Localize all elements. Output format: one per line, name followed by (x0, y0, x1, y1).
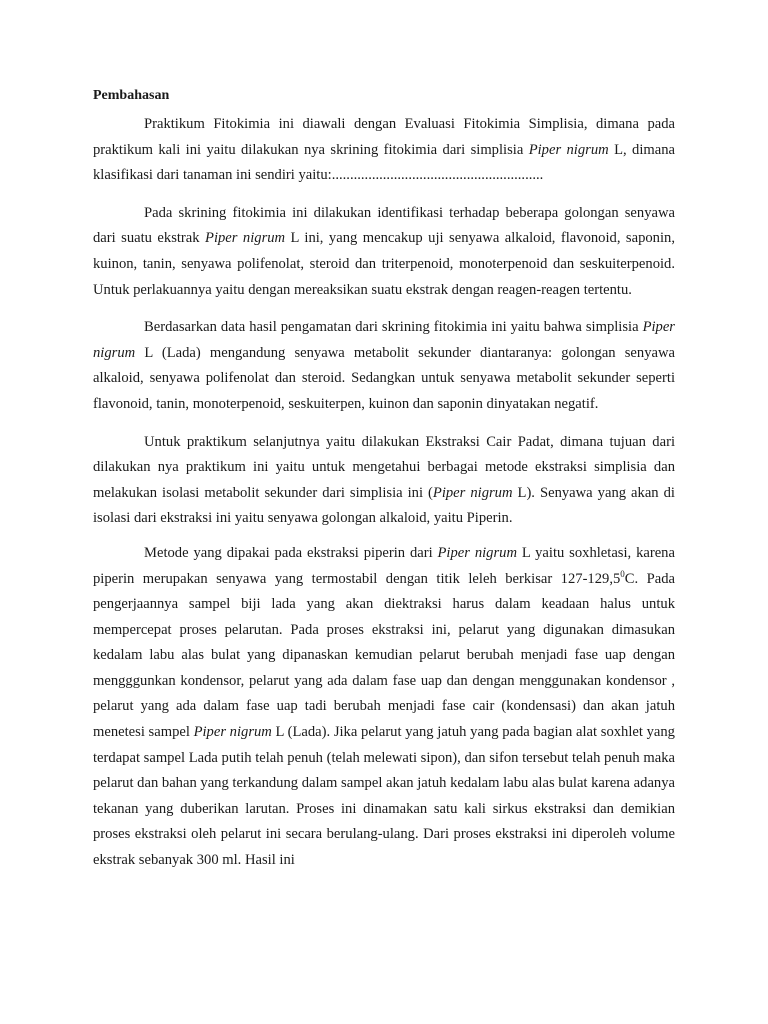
section-heading: Pembahasan (93, 88, 170, 103)
document-page (93, 86, 675, 886)
paragraph-text: L, dimana klasifikasi dari tanaman ini sendiri yaitu:.......................................................... (93, 141, 675, 184)
paragraph-text: C. Pada pengerjaannya sampel biji lada yang akan diektraksi harus dalam keadaan halus untuk mempercepat proses pelarutan. Pada proses ekstraksi ini, pelarut yang digunakan dimasukan kedalam labu alas bulat yang dipanaskan kemudian pelarut berubah menjadi fase uap dengan mengggunkan kondensor, pelarut yang ada dalam fase uap dan dengan menggunakan kondensor , pelarut yang ada dalam fase uap tadi berubah menjadi fase cair (kondensasi) dan akan jatuh menetesi sampel (93, 570, 675, 741)
paragraph-3 (93, 315, 675, 417)
species-name: Piper nigrum (432, 484, 513, 501)
paragraph-text: L (Lada). Jika pelarut yang jatuh yang pada bagian alat soxhlet yang terdapat sampel Lada putih telah penuh (telah melewati sipon), dan sifon tersebut telah penuh maka pelarut dan bahan yang terkandung dalam sampel akan jatuh kedalam labu alas bulat karena adanya tekanan yang duberikan larutan. Proses ini dinamakan satu kali sirkus ekstraksi dan demikian proses ekstraksi oleh pelarut ini secara berulang-ulang. Dari proses ekstraksi ini diperoleh volume ekstrak sebanyak 300 ml. Hasil ini (93, 724, 675, 869)
paragraph-text: L yaitu soxhletasi, karena piperin merupakan senyawa yang termostabil dengan titik leleh berkisar 127-129,5 (93, 544, 675, 587)
paragraph-text: L ini, yang mencakup uji senyawa alkaloid, flavonoid, saponin, kuinon, tanin, senyawa polifenolat, steroid dan triterpenoid, monoterpenoid dan seskuiterpenoid. Untuk perlakuannya yaitu dengan mereaksikan suatu ekstrak dengan reagen-reagen tertentu. (93, 230, 675, 298)
paragraph-4 (93, 430, 675, 532)
degree-superscript: 0 (620, 568, 625, 579)
paragraph-2 (93, 201, 675, 303)
species-name: Piper nigrum (528, 141, 609, 158)
paragraph-1 (93, 112, 675, 189)
paragraph-text: L (Lada) mengandung senyawa metabolit sekunder diantaranya: golongan senyawa alkaloid, senyawa polifenolat dan steroid. Sedangkan untuk senyawa metabolit sekunder seperti flavonoid, tanin, monoterpenoid, seskuiterpen, kuinon dan saponin dinyatakan negatif. (93, 344, 675, 412)
species-name: Piper nigrum (93, 319, 675, 361)
paragraph-text: Berdasarkan data hasil pengamatan dari skrining fitokimia ini yaitu bahwa simplisia (144, 319, 643, 336)
paragraph-text: Untuk praktikum selanjutnya yaitu dilakukan Ekstraksi Cair Padat, dimana tujuan dari dilakukan nya praktikum ini yaitu untuk mengetahui berbagai metode ekstraksi simplisia dan melakukan isolasi metabolit sekunder dari simplisia ini ( (93, 433, 675, 501)
paragraph-text: L). Senyawa yang akan di isolasi dari ekstraksi ini yaitu senyawa golongan alkaloid, yaitu Piperin. (93, 484, 675, 527)
paragraph-text: Praktikum Fitokimia ini diawali dengan Evaluasi Fitokimia Simplisia, dimana pada praktikum kali ini yaitu dilakukan nya skrining fitokimia dari simplisia (93, 116, 675, 158)
paragraph-5 (93, 541, 675, 874)
species-name: Piper nigrum (205, 230, 286, 247)
species-name: Piper nigrum (193, 724, 272, 741)
species-name: Piper nigrum (437, 544, 517, 561)
paragraph-text: Metode yang dipakai pada ekstraksi piperin dari (144, 544, 438, 561)
paragraph-text: Pada skrining fitokimia ini dilakukan identifikasi terhadap beberapa golongan senyawa dari suatu ekstrak (93, 204, 675, 247)
